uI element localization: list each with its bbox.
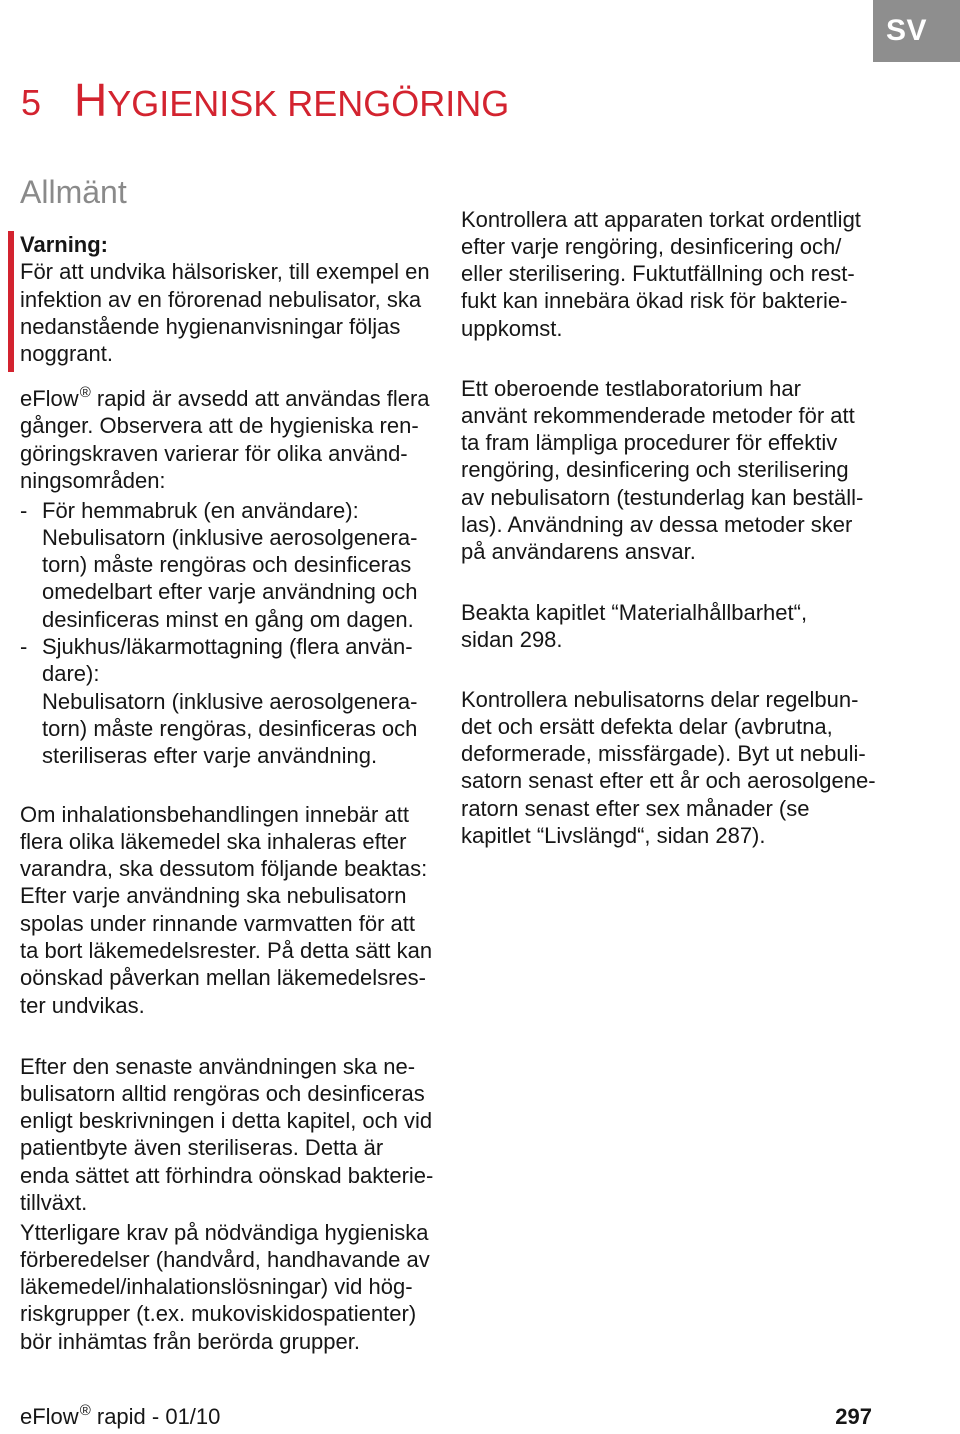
list-marker: - <box>20 633 28 659</box>
paragraph-line: ratorn senast efter sex månader (se <box>461 795 810 821</box>
warning-line: För att undvika hälsorisker, till exempel en <box>20 259 430 285</box>
paragraph-line: kapitlet “Livslängd“, sidan 287). <box>461 822 766 848</box>
paragraph-line: ningsområden: <box>20 467 166 493</box>
list-item-line: torn) måste rengöras och desinficeras <box>42 552 412 578</box>
paragraph-line: las). Användning av dessa metoder sker <box>461 511 853 537</box>
paragraph-line: tillväxt. <box>20 1189 88 1215</box>
intro-paragraph <box>20 385 430 494</box>
paragraph-line: riskgrupper (t.ex. mukoviskidospatienter) <box>20 1301 417 1327</box>
warning-bar <box>8 231 14 372</box>
paragraph-line: ta bort läkemedelsrester. På detta sätt kan <box>20 937 433 963</box>
chapter-title: HYGIENISK RENGÖRING <box>74 74 510 126</box>
list-item-line: Sjukhus/läkarmottagning (flera använ- <box>42 633 413 659</box>
footer-brand: eFlow <box>20 1403 79 1429</box>
section-title: Allmänt <box>20 174 127 210</box>
paragraph-line: fukt kan innebära ökad risk för bakterie- <box>461 288 848 314</box>
paragraph-line: eller sterilisering. Fuktutfällning och rest- <box>461 261 855 287</box>
paragraph-line: det och ersätt defekta delar (avbrutna, <box>461 713 833 739</box>
paragraph-line: Kontrollera att apparaten torkat ordentligt <box>461 206 861 232</box>
list-item-hospital-use <box>20 633 417 769</box>
paragraph-line: ter undvikas. <box>20 992 145 1018</box>
usage-list <box>20 497 417 770</box>
paragraph-line: bör inhämtas från berörda grupper. <box>20 1328 360 1354</box>
warning-line: nedanstående hygienanvisningar följas <box>20 313 401 339</box>
paragraph-line: Kontrollera nebulisatorns delar regelbun- <box>461 686 859 712</box>
paragraph-line: rengöring, desinficering och sterilisering <box>461 457 849 483</box>
intro-first-line <box>20 385 430 412</box>
paragraph-line: ta fram lämpliga procedurer för effektiv <box>461 430 838 456</box>
paragraph-line: uppkomst. <box>461 315 563 341</box>
footer-version: rapid - 01/10 <box>90 1403 221 1429</box>
paragraph-line: enligt beskrivningen i detta kapitel, och vid <box>20 1108 433 1134</box>
paragraph-line: på användarens ansvar. <box>461 539 696 565</box>
paragraph-line: Efter varje användning ska nebulisatorn <box>20 883 407 909</box>
paragraph-line: Efter den senaste användningen ska ne- <box>20 1053 416 1079</box>
paragraph-line: deformerade, missfärgade). Byt ut nebuli- <box>461 741 866 767</box>
page-number <box>835 1403 872 1430</box>
paragraph-line: spolas under rinnande varmvatten för att <box>20 910 416 936</box>
paragraph-line: enda sättet att förhindra oönskad bakterie- <box>20 1162 434 1188</box>
paragraph-multiple-medications <box>20 801 432 1019</box>
paragraph-line: Ett oberoende testlaboratorium har <box>461 375 801 401</box>
paragraph-drying <box>461 206 861 342</box>
brand-name: eFlow <box>20 386 79 411</box>
paragraph-line: använt rekommenderade metoder för att <box>461 402 855 428</box>
warning-line: infektion av en förorenad nebulisator, ska <box>20 286 422 312</box>
list-item-home-use <box>20 497 417 633</box>
warning-label: Varning: <box>20 232 109 257</box>
list-item-line: Nebulisatorn (inklusive aerosolgenera- <box>42 688 418 714</box>
footer-document-id <box>20 1403 220 1430</box>
paragraph-risk-groups <box>20 1219 430 1355</box>
paragraph-material-durability-reference <box>461 599 807 654</box>
warning-box <box>20 231 430 367</box>
registered-mark: ® <box>79 1401 91 1419</box>
paragraph-test-laboratory <box>461 375 863 566</box>
paragraph-part-inspection <box>461 686 876 850</box>
list-item-line: torn) måste rengöras, desinficeras och <box>42 715 418 741</box>
chapter-number: 5 <box>21 82 42 123</box>
paragraph-line: Beakta kapitlet “Materialhållbarhet“, <box>461 599 808 625</box>
paragraph-line: av nebulisatorn (testunderlag kan beställ- <box>461 484 864 510</box>
list-item-line: omedelbart efter varje användning och <box>42 579 418 605</box>
paragraph-line: bulisatorn alltid rengöras och desinficeras <box>20 1080 425 1106</box>
paragraph-line: varandra, ska dessutom följande beaktas: <box>20 856 428 882</box>
paragraph-line: satorn senast efter ett år och aerosolgene- <box>461 768 876 794</box>
paragraph-line: Ytterligare krav på nödvändiga hygieniska <box>20 1219 429 1245</box>
intro-first-line-text: rapid är avsedd att användas flera <box>90 386 430 411</box>
paragraph-line: efter varje rengöring, desinficering och/ <box>461 233 842 259</box>
paragraph-last-use <box>20 1053 433 1217</box>
language-badge <box>873 0 960 62</box>
paragraph-line: göringskraven varierar för olika använd- <box>20 440 408 466</box>
paragraph-line: Om inhalationsbehandlingen innebär att <box>20 801 409 827</box>
list-item-line: steriliseras efter varje användning. <box>42 743 378 769</box>
list-item-line: dare): <box>42 661 100 687</box>
paragraph-line: gånger. Observera att de hygieniska ren- <box>20 413 419 439</box>
paragraph-line: patientbyte även steriliseras. Detta är <box>20 1135 384 1161</box>
list-marker: - <box>20 497 28 523</box>
footer-line <box>20 1403 220 1430</box>
paragraph-line: flera olika läkemedel ska inhaleras efter <box>20 828 407 854</box>
paragraph-line: förberedelser (handvård, handhavande av <box>20 1246 430 1272</box>
registered-mark: ® <box>79 384 91 401</box>
page-number-label: 297 <box>835 1403 872 1429</box>
paragraph-line: sidan 298. <box>461 626 563 652</box>
list-item-line: Nebulisatorn (inklusive aerosolgenera- <box>42 524 418 550</box>
list-item-line: För hemmabruk (en användare): <box>42 497 359 523</box>
warning-line: noggrant. <box>20 341 113 367</box>
list-item-line: desinficeras minst en gång om dagen. <box>42 606 414 632</box>
paragraph-line: läkemedel/inhalationslösningar) vid hög- <box>20 1274 413 1300</box>
paragraph-line: oönskad påverkan mellan läkemedelsres- <box>20 965 426 991</box>
language-badge-label: SV <box>886 14 928 47</box>
